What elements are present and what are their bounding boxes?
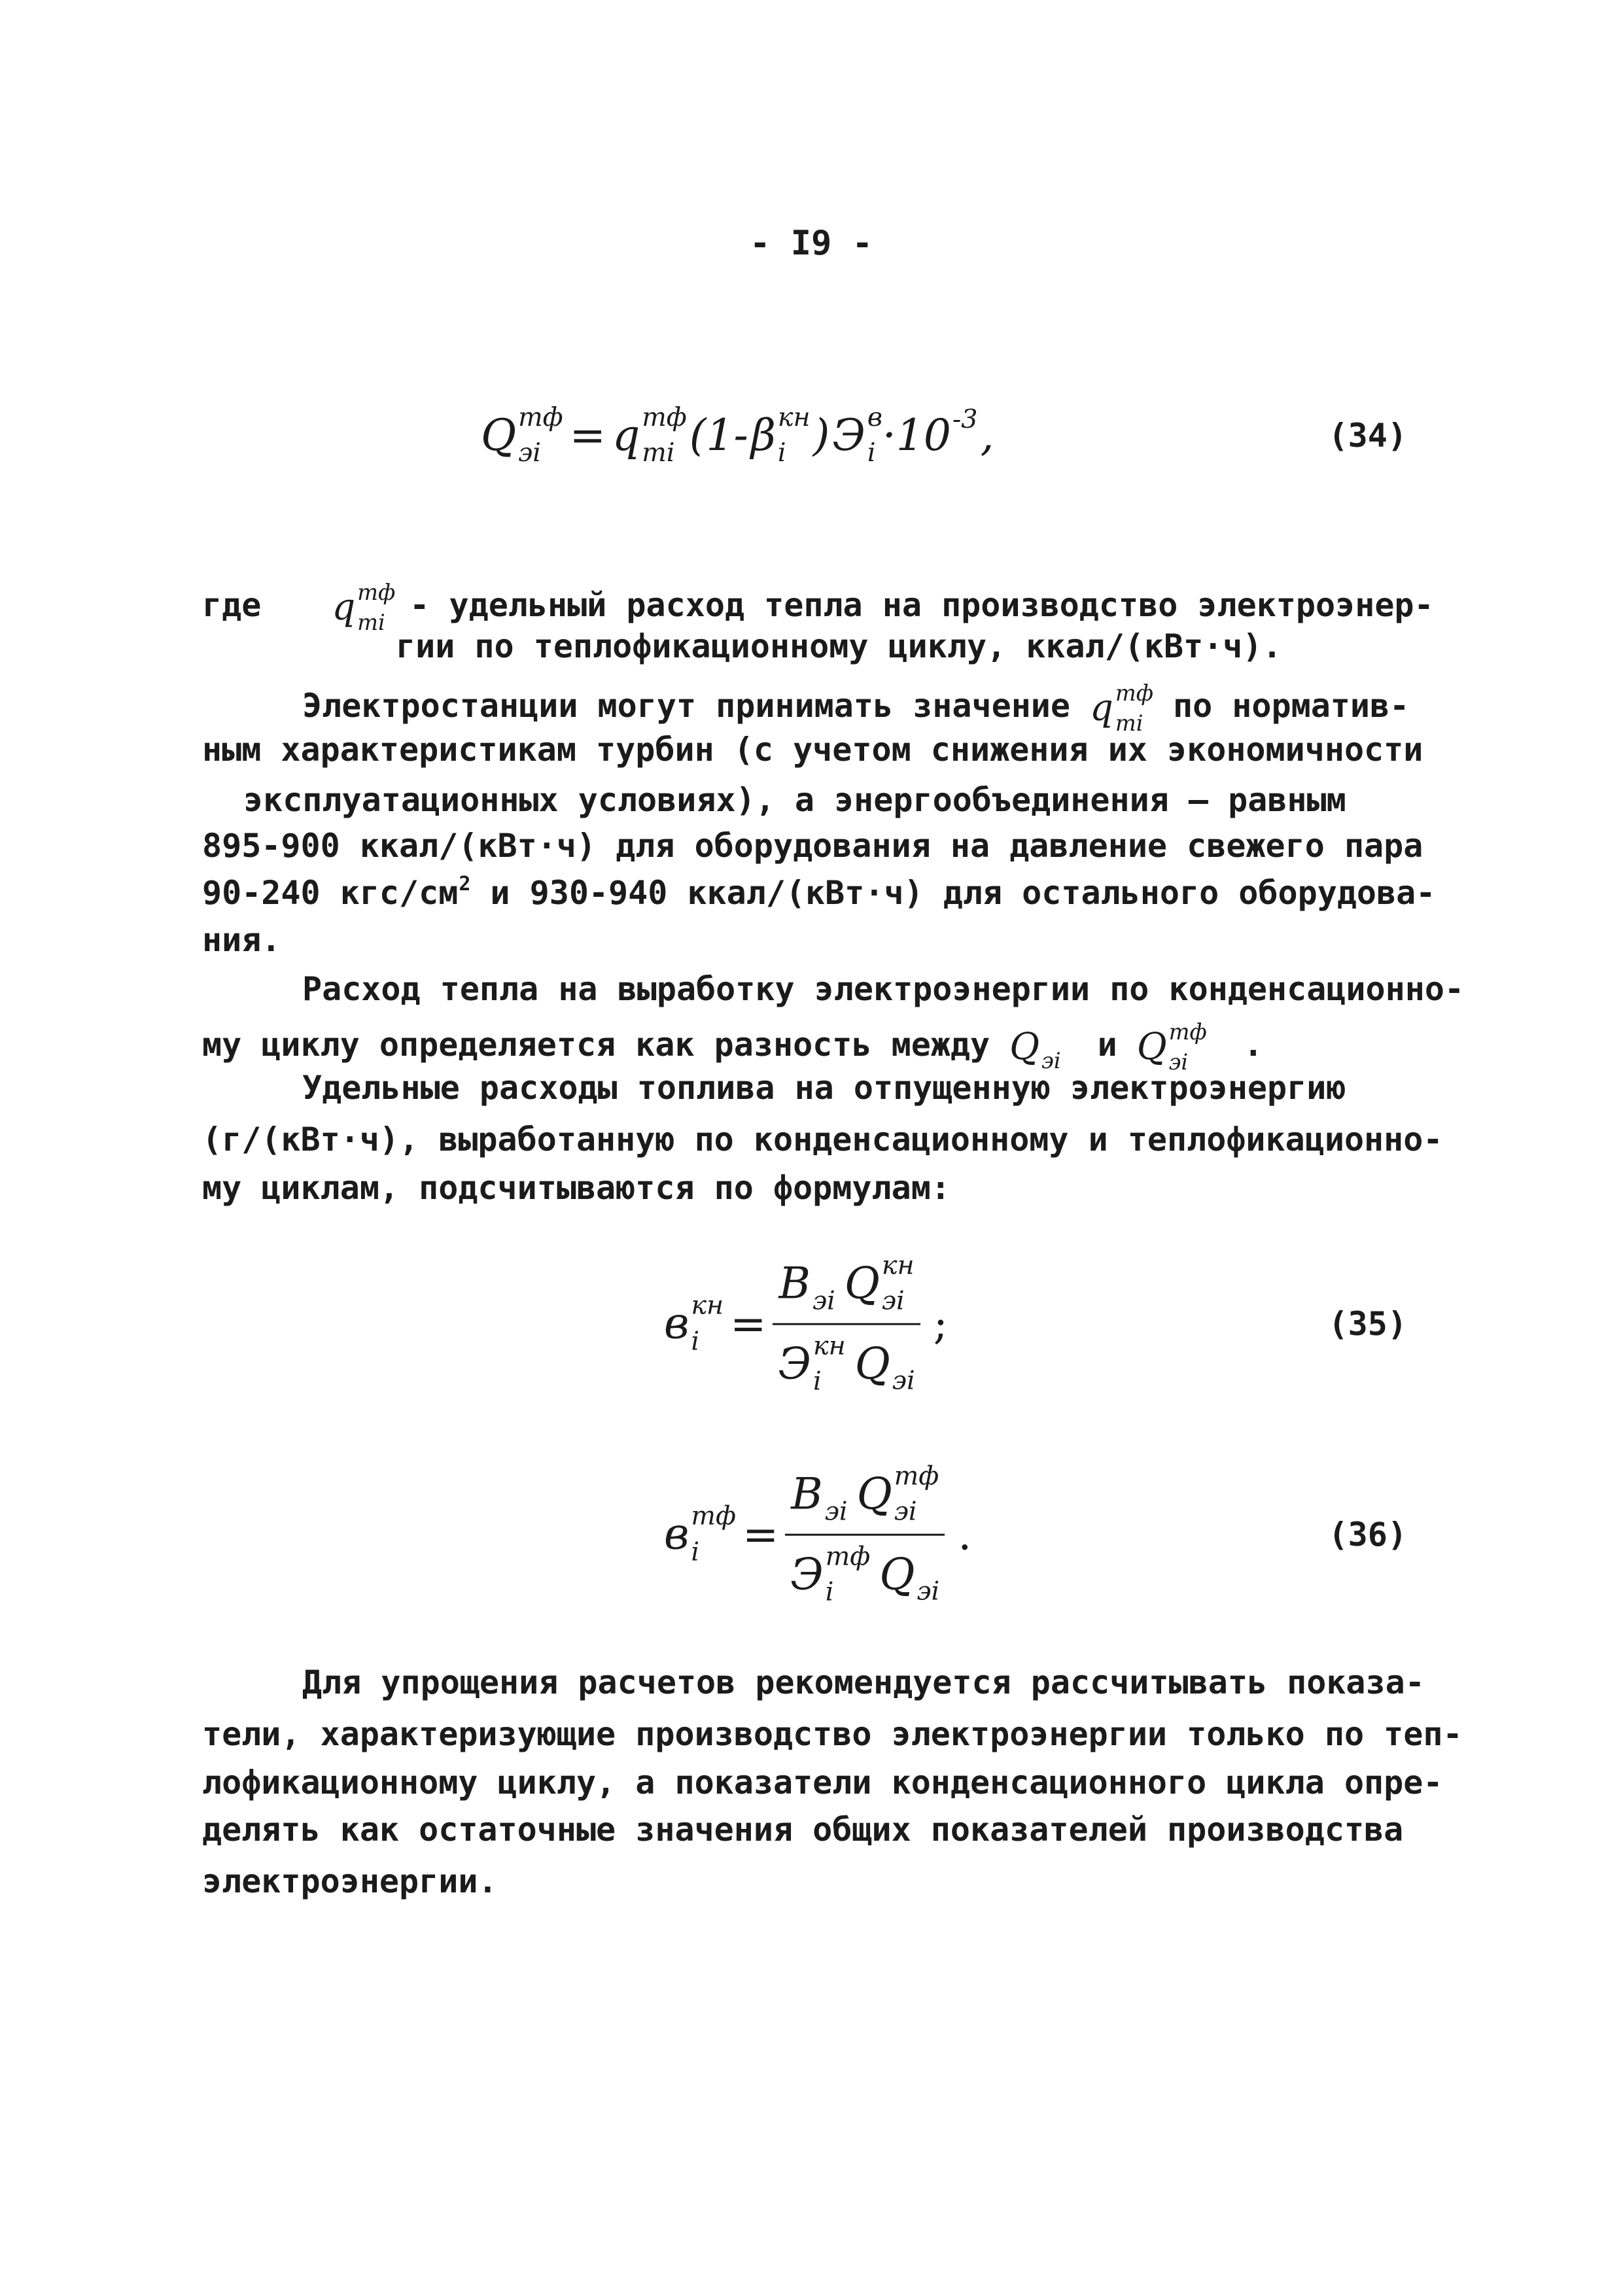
symbol-superscript: кн (881, 1250, 915, 1281)
q-t-tf-symbol (612, 404, 687, 467)
q-e-symbol (879, 1549, 940, 1607)
symbol-superscript: тф (518, 402, 563, 433)
symbol-base: в (664, 1298, 689, 1349)
equals-sign: = (569, 410, 606, 461)
symbol-subscript: i (812, 1366, 822, 1397)
q-e-symbol (854, 1338, 915, 1397)
symbol-scripts (881, 1250, 915, 1316)
period: . (1243, 1026, 1263, 1064)
e-tf-symbol (790, 1541, 871, 1607)
paragraph-4-line-1: Для упрощения расчетов рекомендуется рассчитывать показа- (302, 1663, 1425, 1701)
paragraph-4-line-4: делять как остаточные значения общих показателей производства (202, 1811, 1404, 1849)
paragraph-1-line-2: ным характеристикам турбин (с учетом снижения их экономичности (202, 731, 1423, 769)
paragraph-2-line-2 (202, 1020, 1263, 1073)
symbol-superscript: тф (357, 580, 396, 605)
paragraph-3-line-2: (г/(кВт·ч), выработанную по конденсационному и теплофикационно- (202, 1121, 1443, 1158)
equation-36 (664, 1463, 971, 1607)
symbol-base: q (1090, 686, 1113, 729)
symbol-subscript: эi (916, 1576, 940, 1607)
b-e-symbol (791, 1469, 848, 1527)
q-e-tf-symbol (1137, 1020, 1207, 1073)
q-t-tf-symbol (1090, 682, 1153, 735)
symbol-scripts (894, 1463, 939, 1526)
dot-ten: ·10 (882, 409, 951, 461)
exponent: -3 (952, 404, 978, 435)
symbol-subscript: i (777, 438, 786, 468)
symbol-subscript: эi (1041, 1047, 1061, 1073)
symbol-scripts (778, 404, 811, 467)
symbol-superscript: тф (642, 402, 687, 433)
symbol-subscript: эi (881, 1285, 905, 1316)
symbol-base: q (332, 585, 356, 629)
symbol-base: Q (856, 1469, 892, 1520)
paragraph-1-line-1-start: Электростанции могут принимать значение (302, 687, 1070, 725)
comma: , (980, 410, 994, 461)
q-e-kn-symbol (844, 1250, 915, 1316)
symbol-base: Q (481, 409, 517, 461)
paragraph-1-line-5-end: и 930-940 ккал/(кВт·ч) для остального оборудова- (490, 874, 1436, 912)
definition-text: - удельный расход тепла на производство электроэнер- (410, 586, 1434, 625)
beta-kn-symbol (751, 404, 811, 467)
symbol-superscript: тф (1115, 680, 1153, 706)
q-t-tf-symbol (332, 581, 395, 634)
symbol-subscript: тi (642, 438, 675, 468)
symbol-base: Э (832, 409, 865, 461)
definition-line-2: гии по теплофикационному циклу, ккал/(кВт·ч). (396, 627, 1282, 665)
symbol-superscript: кн (812, 1331, 846, 1361)
equation-34-number: (34) (1328, 417, 1407, 455)
semicolon: ; (933, 1298, 948, 1349)
symbol-scripts (642, 404, 687, 467)
e-v-symbol (832, 404, 882, 467)
e-kn-symbol (778, 1333, 845, 1396)
close-parenthesis: ) (812, 410, 830, 461)
symbol-subscript: i (691, 1326, 700, 1357)
q-e-symbol (1009, 1025, 1061, 1073)
paragraph-2-line-1: Расход тепла на выработку электроэнергии по конденсационно- (302, 970, 1465, 1008)
definition-lead: где (202, 586, 262, 625)
symbol-scripts (518, 404, 563, 467)
paragraph-1-line-3: эксплуатационных условиях), а энергообъединения – равным (243, 781, 1346, 819)
symbol-base: Э (778, 1338, 811, 1389)
numerator (773, 1250, 920, 1323)
symbol-base: Q (844, 1258, 880, 1309)
symbol-base: Э (790, 1549, 824, 1600)
denominator (785, 1534, 945, 1607)
symbol-superscript: кн (777, 402, 811, 433)
paragraph-1-line-4: 895-900 ккал/(кВт·ч) для оборудования на давление свежего пара (202, 827, 1423, 865)
symbol-subscript: i (825, 1576, 834, 1607)
symbol-subscript: тi (1115, 710, 1143, 737)
symbol-superscript: в (867, 402, 882, 433)
symbol-base: β (750, 409, 776, 461)
symbol-scripts (867, 404, 882, 467)
paragraph-1-line-5 (202, 873, 1435, 918)
symbol-base: Q (1136, 1025, 1167, 1068)
paragraph-2-line-2-start: му циклу определяется как разность между (202, 1026, 990, 1064)
symbol-superscript: тф (894, 1461, 939, 1491)
paragraph-3-line-1: Удельные расходы топлива на отпущенную электроэнергию (302, 1069, 1346, 1107)
symbol-scripts (1169, 1020, 1207, 1073)
square-superscript: 2 (459, 873, 471, 896)
b-tf-symbol (664, 1503, 736, 1566)
b-e-symbol (778, 1258, 835, 1316)
symbol-base: Q (854, 1338, 890, 1389)
paragraph-1-line-1-end: по норматив- (1172, 687, 1410, 725)
equals-sign: = (730, 1298, 767, 1349)
symbol-scripts (357, 581, 395, 634)
power-of-ten (882, 404, 978, 461)
paragraph-1-line-1 (302, 682, 1409, 735)
paragraph-1-line-5-start: 90-240 кгс/см (202, 874, 459, 912)
paragraph-4-line-3: лофикационному циклу, а показатели конденсационного цикла опре- (202, 1764, 1443, 1801)
symbol-subscript: эi (892, 1366, 915, 1397)
symbol-subscript: эi (894, 1496, 917, 1527)
symbol-subscript: эi (812, 1285, 835, 1316)
symbol-scripts (691, 1503, 736, 1566)
symbol-scripts (1115, 682, 1153, 735)
b-kn-symbol (664, 1293, 724, 1355)
symbol-scripts (691, 1293, 724, 1355)
equation-34 (481, 404, 996, 467)
symbol-base: q (612, 409, 640, 461)
period: . (958, 1509, 972, 1560)
q-e-tf-symbol (857, 1463, 939, 1526)
symbol-base: В (791, 1469, 823, 1520)
paragraph-4-line-2: тели, характеризующие производство электроэнергии только по теп- (202, 1715, 1463, 1753)
numerator (785, 1463, 945, 1534)
equation-35-number: (35) (1328, 1305, 1407, 1343)
fraction (785, 1463, 945, 1607)
symbol-subscript: i (867, 438, 876, 468)
symbol-subscript: тi (357, 610, 385, 636)
symbol-base: Q (879, 1549, 915, 1600)
symbol-superscript: тф (691, 1501, 736, 1532)
equation-36-number: (36) (1328, 1516, 1407, 1554)
equals-sign: = (742, 1509, 779, 1560)
symbol-superscript: тф (1168, 1019, 1207, 1045)
paragraph-1-line-6: ния. (202, 921, 281, 959)
q-e-tf-symbol (481, 404, 563, 467)
symbol-scripts (813, 1333, 846, 1396)
conjunction-and: и (1097, 1026, 1117, 1064)
open-parenthesis-one-minus: (1- (689, 410, 748, 461)
symbol-scripts (825, 1541, 871, 1607)
symbol-base: Q (1009, 1025, 1040, 1068)
symbol-base: В (778, 1258, 811, 1309)
denominator (773, 1323, 920, 1396)
equation-35 (664, 1250, 948, 1397)
symbol-base: в (664, 1508, 689, 1559)
paragraph-4-line-5: электроэнергии. (202, 1862, 498, 1900)
fraction (773, 1250, 920, 1397)
symbol-subscript: эi (824, 1496, 848, 1527)
page-number: - I9 - (750, 224, 873, 263)
symbol-subscript: эi (518, 438, 541, 468)
symbol-superscript: кн (691, 1291, 724, 1321)
symbol-subscript: i (691, 1537, 700, 1567)
paragraph-3-line-3: му циклам, подсчитываются по формулам: (202, 1169, 951, 1207)
symbol-subscript: эi (1168, 1049, 1189, 1075)
symbol-superscript: тф (825, 1541, 871, 1572)
